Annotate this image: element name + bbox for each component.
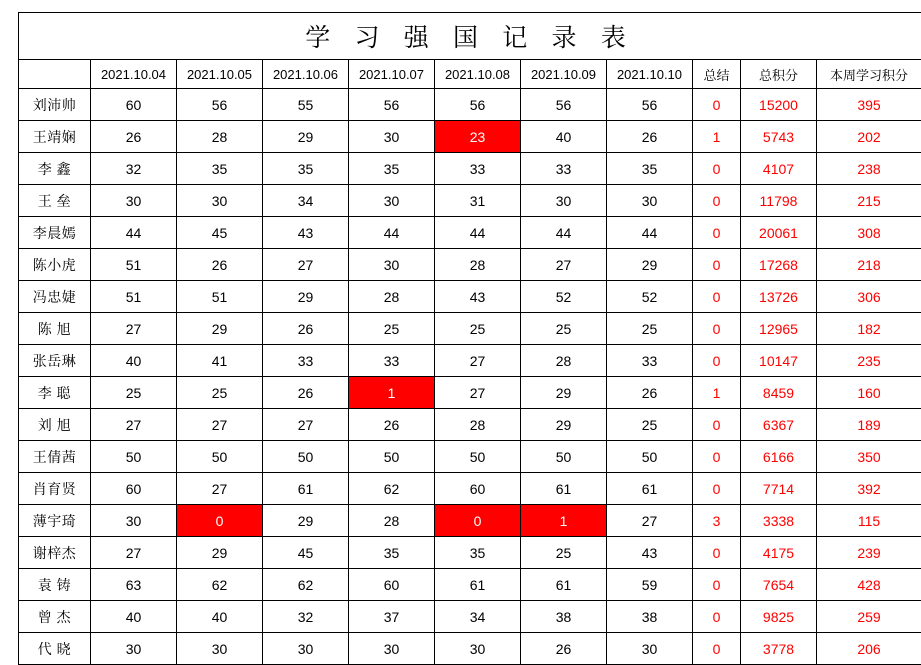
score-cell: 62 bbox=[349, 473, 435, 505]
student-name-cell: 王倩茜 bbox=[19, 441, 91, 473]
score-cell: 35 bbox=[177, 153, 263, 185]
header-date-4: 2021.10.08 bbox=[435, 60, 521, 89]
student-name-cell: 刘沛帅 bbox=[19, 89, 91, 121]
score-cell: 29 bbox=[263, 505, 349, 537]
week-points-cell: 215 bbox=[817, 185, 921, 217]
score-cell: 30 bbox=[607, 185, 693, 217]
score-cell: 44 bbox=[435, 217, 521, 249]
score-cell: 25 bbox=[177, 377, 263, 409]
score-cell: 40 bbox=[91, 345, 177, 377]
score-cell: 26 bbox=[349, 409, 435, 441]
week-points-cell: 160 bbox=[817, 377, 921, 409]
score-cell: 29 bbox=[263, 281, 349, 313]
week-points-cell: 306 bbox=[817, 281, 921, 313]
student-name-cell: 陈 旭 bbox=[19, 313, 91, 345]
score-cell: 26 bbox=[607, 377, 693, 409]
score-cell: 43 bbox=[607, 537, 693, 569]
header-date-5: 2021.10.09 bbox=[521, 60, 607, 89]
score-cell: 56 bbox=[607, 89, 693, 121]
total-points-cell: 3778 bbox=[741, 633, 817, 665]
week-points-cell: 392 bbox=[817, 473, 921, 505]
score-cell: 43 bbox=[263, 217, 349, 249]
score-cell: 60 bbox=[91, 89, 177, 121]
score-cell: 45 bbox=[177, 217, 263, 249]
score-cell: 51 bbox=[91, 249, 177, 281]
score-cell: 30 bbox=[435, 633, 521, 665]
student-name-cell: 冯忠婕 bbox=[19, 281, 91, 313]
score-cell: 27 bbox=[91, 313, 177, 345]
score-cell: 31 bbox=[435, 185, 521, 217]
score-cell: 28 bbox=[349, 281, 435, 313]
student-name-cell: 刘 旭 bbox=[19, 409, 91, 441]
score-cell: 50 bbox=[607, 441, 693, 473]
score-cell: 60 bbox=[91, 473, 177, 505]
summary-cell: 0 bbox=[693, 345, 741, 377]
week-points-cell: 308 bbox=[817, 217, 921, 249]
week-points-cell: 218 bbox=[817, 249, 921, 281]
student-name-cell: 代 晓 bbox=[19, 633, 91, 665]
score-cell: 50 bbox=[521, 441, 607, 473]
score-cell: 27 bbox=[435, 345, 521, 377]
header-date-1: 2021.10.05 bbox=[177, 60, 263, 89]
score-cell: 52 bbox=[607, 281, 693, 313]
table-row bbox=[19, 537, 921, 569]
score-cell: 27 bbox=[177, 409, 263, 441]
score-cell: 29 bbox=[263, 121, 349, 153]
total-points-cell: 20061 bbox=[741, 217, 817, 249]
week-points-cell: 206 bbox=[817, 633, 921, 665]
score-cell: 30 bbox=[91, 633, 177, 665]
score-cell: 25 bbox=[91, 377, 177, 409]
score-cell: 60 bbox=[349, 569, 435, 601]
student-name-cell: 李 聪 bbox=[19, 377, 91, 409]
score-cell: 29 bbox=[521, 377, 607, 409]
score-cell: 56 bbox=[177, 89, 263, 121]
score-cell: 27 bbox=[91, 537, 177, 569]
summary-cell: 0 bbox=[693, 89, 741, 121]
score-cell: 30 bbox=[349, 249, 435, 281]
header-date-0: 2021.10.04 bbox=[91, 60, 177, 89]
score-cell: 32 bbox=[91, 153, 177, 185]
score-cell: 30 bbox=[91, 505, 177, 537]
score-cell: 40 bbox=[177, 601, 263, 633]
score-cell: 30 bbox=[177, 633, 263, 665]
header-summary: 总结 bbox=[693, 60, 741, 89]
table-row bbox=[19, 217, 921, 249]
table-row bbox=[19, 633, 921, 665]
score-cell: 41 bbox=[177, 345, 263, 377]
total-points-cell: 4107 bbox=[741, 153, 817, 185]
score-cell: 56 bbox=[521, 89, 607, 121]
score-cell: 25 bbox=[349, 313, 435, 345]
header-date-6: 2021.10.10 bbox=[607, 60, 693, 89]
header-total: 总积分 bbox=[741, 60, 817, 89]
score-cell: 44 bbox=[91, 217, 177, 249]
student-name-cell: 肖育贤 bbox=[19, 473, 91, 505]
summary-cell: 0 bbox=[693, 153, 741, 185]
score-cell: 35 bbox=[263, 153, 349, 185]
score-cell: 44 bbox=[349, 217, 435, 249]
score-cell: 29 bbox=[177, 313, 263, 345]
score-cell: 50 bbox=[263, 441, 349, 473]
total-points-cell: 13726 bbox=[741, 281, 817, 313]
score-cell: 35 bbox=[349, 537, 435, 569]
week-points-cell: 259 bbox=[817, 601, 921, 633]
student-name-cell: 李 鑫 bbox=[19, 153, 91, 185]
student-name-cell: 张岳琳 bbox=[19, 345, 91, 377]
summary-cell: 0 bbox=[693, 569, 741, 601]
score-cell: 30 bbox=[349, 121, 435, 153]
score-cell: 50 bbox=[91, 441, 177, 473]
table-header-row bbox=[19, 60, 921, 89]
week-points-cell: 115 bbox=[817, 505, 921, 537]
score-cell: 29 bbox=[607, 249, 693, 281]
score-cell: 61 bbox=[263, 473, 349, 505]
table-row bbox=[19, 505, 921, 537]
total-points-cell: 4175 bbox=[741, 537, 817, 569]
table-row bbox=[19, 377, 921, 409]
table-row bbox=[19, 601, 921, 633]
week-points-cell: 428 bbox=[817, 569, 921, 601]
score-cell: 28 bbox=[349, 505, 435, 537]
score-cell: 25 bbox=[521, 537, 607, 569]
score-cell: 32 bbox=[263, 601, 349, 633]
score-cell: 43 bbox=[435, 281, 521, 313]
score-cell: 38 bbox=[607, 601, 693, 633]
week-points-cell: 235 bbox=[817, 345, 921, 377]
summary-cell: 0 bbox=[693, 281, 741, 313]
header-date-2: 2021.10.06 bbox=[263, 60, 349, 89]
header-name-cell bbox=[19, 60, 91, 89]
score-cell: 62 bbox=[177, 569, 263, 601]
score-cell: 50 bbox=[349, 441, 435, 473]
score-cell: 38 bbox=[521, 601, 607, 633]
score-cell: 62 bbox=[263, 569, 349, 601]
score-cell: 34 bbox=[435, 601, 521, 633]
score-cell: 30 bbox=[349, 633, 435, 665]
score-cell: 37 bbox=[349, 601, 435, 633]
score-cell: 33 bbox=[435, 153, 521, 185]
score-cell: 25 bbox=[435, 313, 521, 345]
score-cell: 30 bbox=[263, 633, 349, 665]
score-cell: 26 bbox=[263, 377, 349, 409]
score-cell: 29 bbox=[177, 537, 263, 569]
score-cell: 30 bbox=[521, 185, 607, 217]
summary-cell: 0 bbox=[693, 249, 741, 281]
score-cell: 26 bbox=[177, 249, 263, 281]
score-cell: 30 bbox=[91, 185, 177, 217]
score-cell: 26 bbox=[263, 313, 349, 345]
total-points-cell: 17268 bbox=[741, 249, 817, 281]
score-cell: 44 bbox=[607, 217, 693, 249]
score-cell: 63 bbox=[91, 569, 177, 601]
score-cell: 27 bbox=[521, 249, 607, 281]
total-points-cell: 3338 bbox=[741, 505, 817, 537]
score-cell: 52 bbox=[521, 281, 607, 313]
week-points-cell: 238 bbox=[817, 153, 921, 185]
study-record-table bbox=[18, 12, 921, 665]
score-cell: 27 bbox=[263, 249, 349, 281]
student-name-cell: 王 垒 bbox=[19, 185, 91, 217]
total-points-cell: 11798 bbox=[741, 185, 817, 217]
week-points-cell: 202 bbox=[817, 121, 921, 153]
total-points-cell: 15200 bbox=[741, 89, 817, 121]
table-row bbox=[19, 153, 921, 185]
summary-cell: 0 bbox=[693, 537, 741, 569]
summary-cell: 0 bbox=[693, 633, 741, 665]
score-cell: 28 bbox=[435, 249, 521, 281]
summary-cell: 0 bbox=[693, 185, 741, 217]
summary-cell: 1 bbox=[693, 377, 741, 409]
score-cell: 61 bbox=[521, 473, 607, 505]
score-cell: 23 bbox=[435, 121, 521, 153]
total-points-cell: 9825 bbox=[741, 601, 817, 633]
summary-cell: 1 bbox=[693, 121, 741, 153]
score-cell: 30 bbox=[607, 633, 693, 665]
student-name-cell: 谢梓杰 bbox=[19, 537, 91, 569]
score-cell: 34 bbox=[263, 185, 349, 217]
summary-cell: 0 bbox=[693, 217, 741, 249]
week-points-cell: 189 bbox=[817, 409, 921, 441]
score-cell: 56 bbox=[435, 89, 521, 121]
score-cell: 27 bbox=[177, 473, 263, 505]
student-name-cell: 袁 铸 bbox=[19, 569, 91, 601]
score-cell: 25 bbox=[607, 313, 693, 345]
summary-cell: 3 bbox=[693, 505, 741, 537]
score-cell: 28 bbox=[521, 345, 607, 377]
student-name-cell: 薄宇琦 bbox=[19, 505, 91, 537]
score-cell: 56 bbox=[349, 89, 435, 121]
week-points-cell: 182 bbox=[817, 313, 921, 345]
score-cell: 61 bbox=[607, 473, 693, 505]
score-cell: 26 bbox=[607, 121, 693, 153]
score-cell: 26 bbox=[521, 633, 607, 665]
header-date-3: 2021.10.07 bbox=[349, 60, 435, 89]
student-name-cell: 陈小虎 bbox=[19, 249, 91, 281]
score-cell: 25 bbox=[607, 409, 693, 441]
score-cell: 40 bbox=[91, 601, 177, 633]
score-cell: 35 bbox=[349, 153, 435, 185]
table-row bbox=[19, 345, 921, 377]
total-points-cell: 7714 bbox=[741, 473, 817, 505]
score-cell: 30 bbox=[349, 185, 435, 217]
week-points-cell: 239 bbox=[817, 537, 921, 569]
score-cell: 35 bbox=[607, 153, 693, 185]
table-row bbox=[19, 441, 921, 473]
table-row bbox=[19, 409, 921, 441]
table-row bbox=[19, 313, 921, 345]
score-cell: 25 bbox=[521, 313, 607, 345]
score-cell: 33 bbox=[349, 345, 435, 377]
table-row bbox=[19, 185, 921, 217]
score-cell: 28 bbox=[177, 121, 263, 153]
score-cell: 1 bbox=[349, 377, 435, 409]
score-cell: 27 bbox=[91, 409, 177, 441]
summary-cell: 0 bbox=[693, 601, 741, 633]
score-cell: 27 bbox=[435, 377, 521, 409]
table-row bbox=[19, 281, 921, 313]
title-row bbox=[19, 13, 921, 60]
score-cell: 50 bbox=[435, 441, 521, 473]
header-week: 本周学习积分 bbox=[817, 60, 921, 89]
score-cell: 27 bbox=[607, 505, 693, 537]
total-points-cell: 10147 bbox=[741, 345, 817, 377]
table-row bbox=[19, 473, 921, 505]
total-points-cell: 6166 bbox=[741, 441, 817, 473]
score-cell: 28 bbox=[435, 409, 521, 441]
summary-cell: 0 bbox=[693, 441, 741, 473]
table-row bbox=[19, 121, 921, 153]
student-name-cell: 曾 杰 bbox=[19, 601, 91, 633]
score-cell: 50 bbox=[177, 441, 263, 473]
score-cell: 59 bbox=[607, 569, 693, 601]
score-cell: 51 bbox=[177, 281, 263, 313]
score-cell: 45 bbox=[263, 537, 349, 569]
week-points-cell: 395 bbox=[817, 89, 921, 121]
total-points-cell: 12965 bbox=[741, 313, 817, 345]
score-cell: 61 bbox=[521, 569, 607, 601]
score-cell: 0 bbox=[177, 505, 263, 537]
score-cell: 1 bbox=[521, 505, 607, 537]
score-cell: 55 bbox=[263, 89, 349, 121]
table-row bbox=[19, 89, 921, 121]
score-cell: 29 bbox=[521, 409, 607, 441]
score-cell: 0 bbox=[435, 505, 521, 537]
week-points-cell: 350 bbox=[817, 441, 921, 473]
total-points-cell: 5743 bbox=[741, 121, 817, 153]
score-cell: 30 bbox=[177, 185, 263, 217]
score-cell: 33 bbox=[521, 153, 607, 185]
score-cell: 35 bbox=[435, 537, 521, 569]
score-cell: 26 bbox=[91, 121, 177, 153]
summary-cell: 0 bbox=[693, 313, 741, 345]
table-row bbox=[19, 569, 921, 601]
score-cell: 44 bbox=[521, 217, 607, 249]
summary-cell: 0 bbox=[693, 473, 741, 505]
score-cell: 27 bbox=[263, 409, 349, 441]
score-cell: 60 bbox=[435, 473, 521, 505]
student-name-cell: 王靖娴 bbox=[19, 121, 91, 153]
page-title: 学 习 强 国 记 录 表 bbox=[19, 13, 921, 60]
student-name-cell: 李晨嫣 bbox=[19, 217, 91, 249]
score-cell: 33 bbox=[263, 345, 349, 377]
table-row bbox=[19, 249, 921, 281]
score-cell: 51 bbox=[91, 281, 177, 313]
score-cell: 33 bbox=[607, 345, 693, 377]
total-points-cell: 8459 bbox=[741, 377, 817, 409]
score-cell: 40 bbox=[521, 121, 607, 153]
summary-cell: 0 bbox=[693, 409, 741, 441]
total-points-cell: 6367 bbox=[741, 409, 817, 441]
score-cell: 61 bbox=[435, 569, 521, 601]
total-points-cell: 7654 bbox=[741, 569, 817, 601]
